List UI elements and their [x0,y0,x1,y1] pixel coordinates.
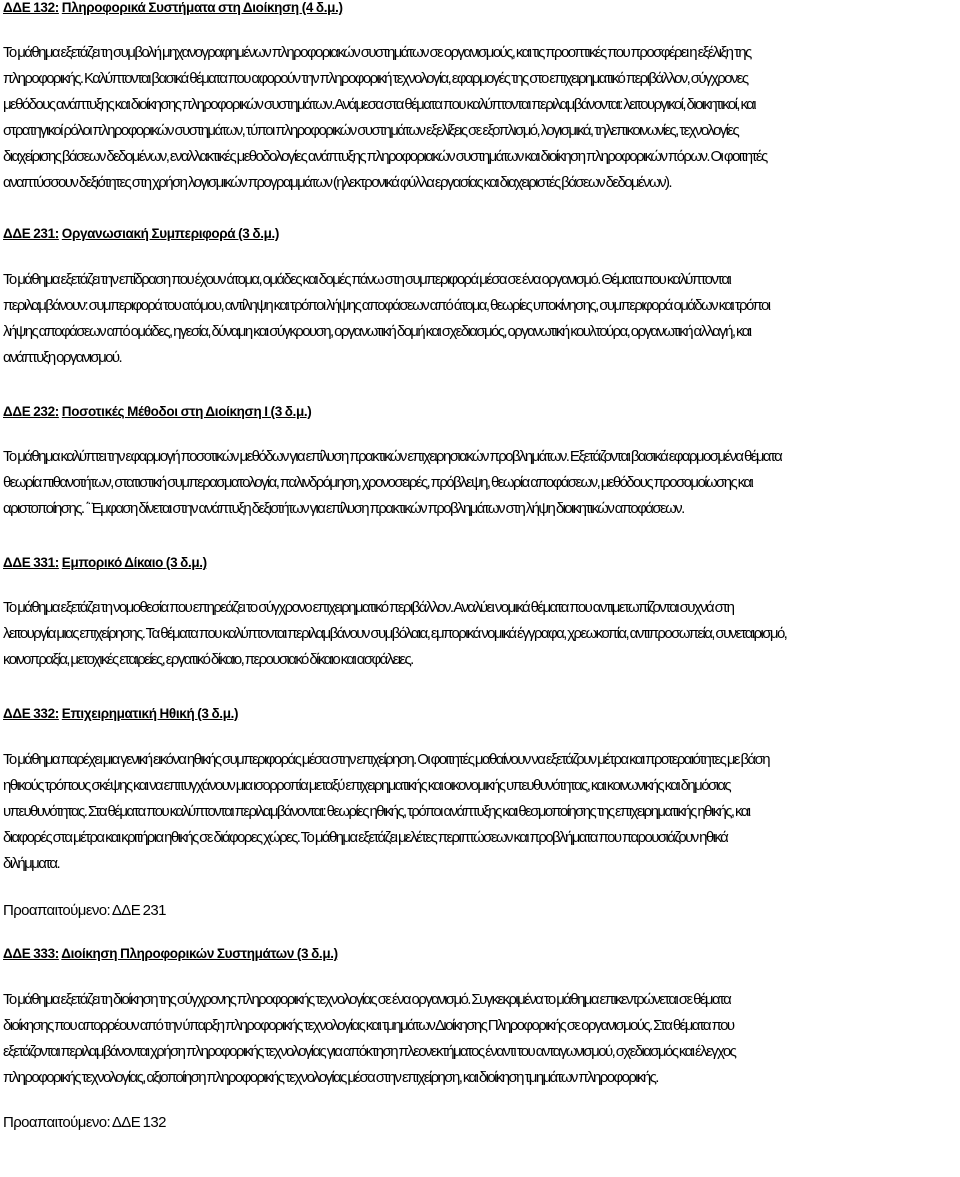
description-line: διαχείρισης βάσεων δεδομένων, εναλλακτικές μεθοδολογίες ανάπτυξης πληροφοριακών συστημάτων και διοίκηση πληροφορικών πόρων. Οι φοιτητές [3,148,767,165]
description-line: αναπτύσσουν δεξιότητες στη χρήση λογισμικών προγραμμάτων (ηλεκτρονικά φύλλα εργασίας και διαχειριστές βάσεων δεδομένων). [3,174,671,191]
description-line: αριστοποίησης. ΄¨Εμφαση δίνεται στην ανάπτυξη δεξιοτήτων για επίλυση πρακτικών προβλημάτων στη λήψη διοικητικών αποφάσεων. [3,500,684,517]
description-line: υπευθυνότητας. Στα θέματα που καλύπτονται περιλαμβάνονται: θεωρίες ηθικής, τρόποι ανάπτυξης και θεσμοποίησης της επιχειρηματικής ηθικής, και [3,803,750,820]
description-line: διοίκησης που απορρέουν από την ύπαρξη πληροφορικής τεχνολογίας και τμημάτων Διοίκησης Πληροφορικής σε οργανισμούς. Στα θέματα που [3,1017,734,1034]
course-section-dde-332 [3,706,956,924]
course-heading [3,706,956,722]
course-prerequisite: Προαπαιτούμενο: ΔΔΕ 132 [3,1114,166,1131]
description-line: πληροφορικής. Καλύπτονται βασικά θέματα που αφορούν την πληροφορική τεχνολογία, εφαρμογές της στο επιχειρηματικό περιβάλλον, σύγχρονες [3,70,748,87]
description-line: θεωρία πιθανοτήτων, στατιστική συμπερασματολογία, παλινδρόμηση, χρονοσειρές, πρόβλεψη, θεωρία αποφάσεων, μεθόδους προσομοίωσης και [3,474,753,491]
description-line: διαφορές στα μέτρα και κριτήρια ηθικής σε διάφορες χώρες. Το μάθημα εξετάζει μελέτες περιπτώσεων και προβλήματα που παρουσιάζουν ηθικά [3,829,728,846]
course-description [3,987,956,1091]
course-code: ΔΔΕ 232: [3,404,59,419]
course-title: Εμπορικό Δίκαιο (3 δ.μ.) [61,555,207,570]
description-line: Το μάθημα εξετάζει την επίδραση που έχουν άτομα, ομάδες και δομές πάνω στη συμπεριφορά μέσα σε ένα οργανισμό. Θέματα που καλύπτονται [3,271,731,288]
course-description [3,747,956,877]
description-line: περιλαμβάνουν: συμπεριφορά του ατόμου, αντίληψη και τρόποι λήψης αποφάσεων από άτομα, θεωρίες υποκίνησης, συμπεριφορά ομάδων και τρόποι [3,297,770,314]
course-code: ΔΔΕ 231: [3,226,59,241]
course-code: ΔΔΕ 331: [3,555,59,570]
description-line: κοινοπραξία, μετοχικές εταιρείες, εργατικό δίκαιο, περουσιακό δίκαιο και ασφάλειες. [3,651,413,668]
course-title: Πληροφορικά Συστήματα στη Διοίκηση (4 δ.μ.) [61,0,343,15]
course-title: Επιχειρηματική Ηθική (3 δ.μ.) [61,706,239,721]
description-line: λειτουργία μιας επιχείρησης. Τα θέματα που καλύπτονται περιλαμβάνουν συμβόλαια, εμπορικά νομικά έγγραφα, χρεωκοπία, αντιπροσωπεία, συνεταιρισμό, [3,625,787,642]
description-line: στρατηγικοί ρόλοι πληροφορικών συστημάτων, τύποι πληροφορικών συστημάτων εξελίξεις σε εξοπλισμό, λογισμικά, τηλεπικοινωνίες, τεχνολογίες [3,122,739,139]
course-heading [3,404,956,420]
description-line: ανάπτυξη οργανισμού. [3,349,122,366]
course-section-dde-232 [3,404,956,522]
course-title: Διοίκηση Πληροφορικών Συστημάτων (3 δ.μ.) [61,946,338,961]
description-line: Το μάθημα εξετάζει τη νομοθεσία που επηρεάζει το σύγχρονο επιχειρηματικό περιβάλλον. Αναλύει νομικά θέματα που αντιμετωπίζονται συχνά στη [3,599,734,616]
course-prerequisite: Προαπαιτούμενο: ΔΔΕ 231 [3,902,166,919]
course-section-dde-331 [3,555,956,673]
description-line: διλήμματα. [3,855,60,872]
course-section-dde-231 [3,226,956,371]
description-line: Το μάθημα παρέχει μια γενική εικόνα ηθικής συμπεριφοράς μέσα στην επιχείρηση. Οι φοιτητές μαθαίνουν να εξετάζουν μέτρα και προτεραιότητες με βάση [3,751,770,768]
course-title: Οργανωσιακή Συμπεριφορά (3 δ.μ.) [61,226,280,241]
course-description [3,40,956,196]
course-heading [3,555,956,571]
course-code: ΔΔΕ 333: [3,946,59,961]
description-line: Το μάθημα εξετάζει τη συμβολή μηχανογραφημένων πληροφοριακών συστημάτων σε οργανισμούς, και τις προοπτικές που προσφέρει η εξέλιξη της [3,44,751,61]
course-description [3,595,956,673]
course-code: ΔΔΕ 332: [3,706,59,721]
course-description [3,444,956,522]
course-section-dde-132 [3,0,956,196]
course-heading [3,226,956,242]
course-title: Ποσοτικές Μέθοδοι στη Διοίκηση Ι (3 δ.μ.) [61,404,312,419]
description-line: Το μάθημα καλύπτει την εφαρμογή ποσοτικών μεθόδων για επίλυση πρακτικών επιχειρησιακών προβλημάτων. Εξετάζονται βασικά εφαρμοσμένα θέματα [3,448,782,465]
description-line: λήψης αποφάσεων από ομάδες, ηγεσία, δύναμη και σύγκρουση, οργανωτική δομή και σχεδιασμός, οργανωτική κουλτούρα, οργανωτική αλλαγή, και [3,323,751,340]
course-section-dde-333 [3,946,956,1136]
course-heading [3,0,956,16]
course-code: ΔΔΕ 132: [3,0,59,15]
description-line: εξετάζονται περιλαμβάνονται χρήση πληροφορικής τεχνολογίας για απόκτηση πλεονεκτήματος έναντι του ανταγωνισμού, σχεδιασμός και έλεγχος [3,1043,736,1060]
course-description [3,267,956,371]
description-line: μεθόδους ανάπτυξης και διοίκησης πληροφορικών συστημάτων. Ανάμεσα στα θέματα που καλύπτονται περιλαμβάνονται: λειτουργικοί, διοικητικοί, και [3,96,755,113]
description-line: ηθικούς τρόπους σκέψης και να επιτυγχάνουν μια ισορροπία μεταξύ επιχειρηματικής και οικονομικής υπευθυνότητας, και κοινωνικής και δημόσιας [3,777,731,794]
course-heading [3,946,956,962]
description-line: Το μάθημα εξετάζει τη διοίκηση της σύγχρονης πληροφορικής τεχνολογίας σε ένα οργανισμό. Συγκεκριμένα το μάθημα επικεντρώνεται σε θέματα [3,991,731,1008]
description-line: πληροφορικής τεχνολογίας, αξιοποίηση πληροφορικής τεχνολογίας μέσα στην επιχείρηση, και διοίκηση τμημάτων πληροφορικής. [3,1069,658,1086]
